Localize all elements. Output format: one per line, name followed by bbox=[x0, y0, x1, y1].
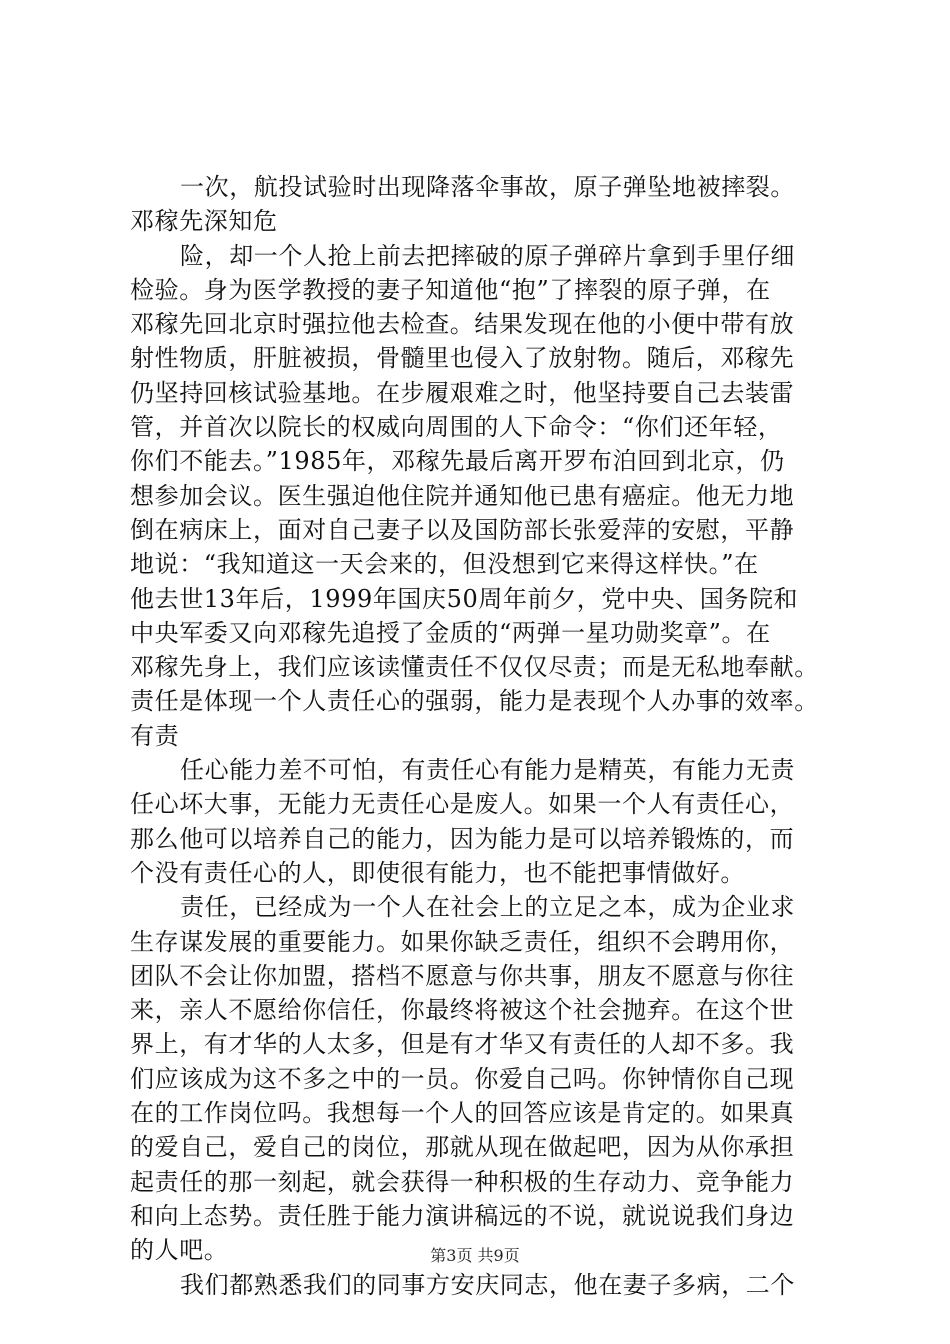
text-line: 倒在病床上，面对自己妻子以及国防部长张爱萍的安慰，平静 bbox=[130, 515, 795, 544]
text-line: 险，却一个人抢上前去把摔破的原子弹碎片拿到手里仔细 bbox=[180, 241, 795, 270]
text-line: 在的工作岗位吗。我想每一个人的回答应该是肯定的。如果真 bbox=[130, 1099, 795, 1128]
text-line: 来，亲人不愿给你信任，你最终将被这个社会抛弃。在这个世 bbox=[130, 996, 795, 1025]
text-line: 的人吧。 bbox=[130, 1236, 229, 1265]
text-line: 射性物质，肝脏被损，骨髓里也侵入了放射物。随后，邓稼先 bbox=[130, 344, 795, 373]
text-line: 邓稼先身上，我们应该读懂责任不仅仅尽责；而是无私地奉献。 bbox=[130, 653, 819, 682]
text-line: 邓稼先深知危 bbox=[130, 207, 278, 236]
text-line: 有责 bbox=[130, 721, 180, 750]
text-line: 界上，有才华的人太多，但是有才华又有责任的人却不多。我 bbox=[130, 1030, 795, 1059]
text-line: 团队不会让你加盟，搭档不愿意与你共事，朋友不愿意与你往 bbox=[130, 961, 795, 990]
text-line: 起责任的那一刻起，就会获得一种积极的生存动力、竞争能力 bbox=[130, 1167, 795, 1196]
text-line: 那么他可以培养自己的能力，因为能力是可以培养锻炼的，而 bbox=[130, 824, 795, 853]
text-line: 责任，已经成为一个人在社会上的立足之本，成为企业求 bbox=[180, 893, 795, 922]
text-line: 的爱自己，爱自己的岗位，那就从现在做起吧，因为从你承担 bbox=[130, 1133, 795, 1162]
text-line: 邓稼先回北京时强拉他去检查。结果发现在他的小便中带有放 bbox=[130, 310, 795, 339]
text-line: 他去世13年后，1999年国庆50周年前夕，党中央、国务院和 bbox=[130, 584, 799, 613]
text-line: 个没有责任心的人，即使很有能力，也不能把事情做好。 bbox=[130, 858, 745, 887]
document-body bbox=[130, 170, 830, 1302]
text-line: 地说：“我知道这一天会来的，但没想到它来得这样快。”在 bbox=[130, 550, 759, 579]
text-line: 管，并首次以院长的权威向周围的人下命令：“你们还年轻， bbox=[130, 413, 783, 442]
text-line: 一次，航投试验时出现降落伞事故，原子弹坠地被摔裂。 bbox=[180, 173, 795, 201]
text-line: 任心坏大事，无能力无责任心是废人。如果一个人有责任心， bbox=[130, 790, 795, 819]
text-line: 生存谋发展的重要能力。如果你缺乏责任，组织不会聘用你， bbox=[130, 927, 795, 956]
text-line: 和向上态势。责任胜于能力演讲稿远的不说，就说说我们身边 bbox=[130, 1201, 795, 1230]
text-line: 责任是体现一个人责任心的强弱，能力是表现个人办事的效率。 bbox=[130, 687, 819, 716]
text-line: 你们不能去。”1985年，邓稼先最后离开罗布泊回到北京，仍 bbox=[130, 447, 785, 476]
text-line: 任心能力差不可怕，有责任心有能力是精英，有能力无责 bbox=[180, 756, 795, 785]
text-line: 检验。身为医学教授的妻子知道他“抱”了摔裂的原子弹，在 bbox=[130, 275, 771, 304]
text-line: 仍坚持回核试验基地。在步履艰难之时，他坚持要自己去装雷 bbox=[130, 378, 795, 407]
text-line: 想参加会议。医生强迫他住院并通知他已患有癌症。他无力地 bbox=[130, 481, 795, 510]
text-line: 们应该成为这不多之中的一员。你爱自己吗。你钟情你自己现 bbox=[130, 1064, 795, 1093]
text-line: 我们都熟悉我们的同事方安庆同志，他在妻子多病，二个 bbox=[180, 1270, 795, 1299]
text-line: 中央军委又向邓稼先追授了金质的“两弹一星功勋奖章”。在 bbox=[130, 618, 771, 647]
page-footer: 第3页 共9页 bbox=[430, 1246, 520, 1265]
